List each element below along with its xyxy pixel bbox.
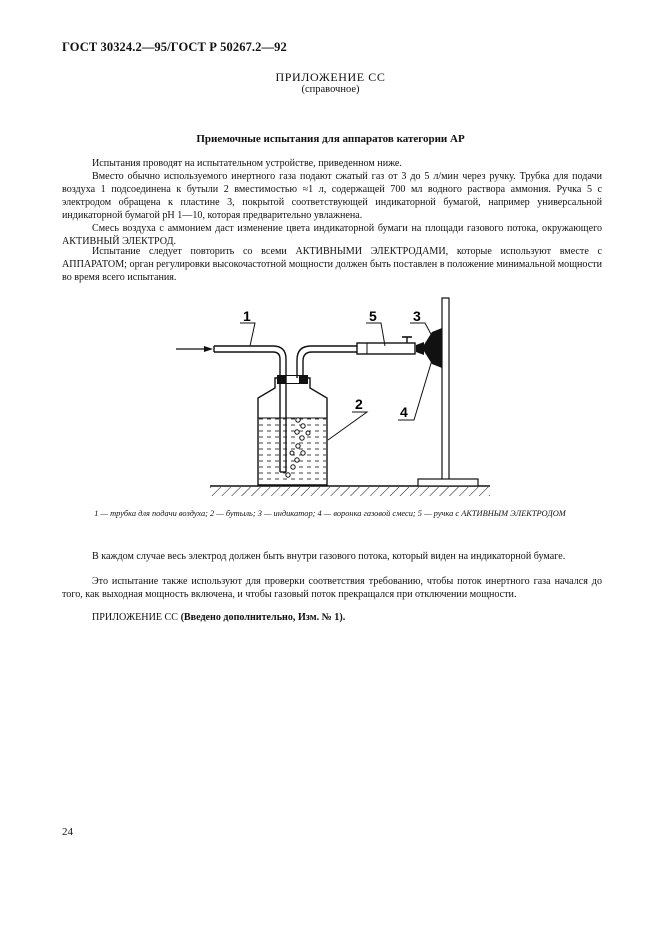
figure-caption: 1 — трубка для подачи воздуха; 2 — бутыль; 3 — индикатор; 4 — воронка газовой смеси; 5 — ручка с АКТИВНЫМ ЭЛЕКТРОДОМ — [94, 509, 566, 518]
paragraph-setup-text: Вместо обычно используемого инертного газа подают сжатый газ от 3 до 5 л/мин через ручку. Трубка для подачи воздуха 1 подсоединена к бутыли 2 вместимостью ≈1 л, содержащей 700 мл водного раствора аммония. Ручка 5 с электродом обращена к пластине 3, покрытой соответствующей индикаторной бумагой, например универсальной индикаторной бумагой рН 1—10, которая предварительно увлажнена. — [62, 171, 602, 222]
appendix-title: ПРИЛОЖЕНИЕ СС — [275, 70, 386, 84]
paragraph-repeat-text: Испытание следует повторить со всеми АКТИВНЫМИ ЭЛЕКТРОДАМИ, которые используют вместе с АППАРАТОМ; орган регулировки высокочастотной мощности должен быть поставлен в положение минимальной мощности во время всего испытания. — [62, 246, 602, 284]
appendix-subtitle: (справочное) — [301, 84, 360, 95]
ground — [210, 486, 490, 496]
paragraph-flow-order — [62, 575, 602, 601]
paragraph-intro — [62, 157, 602, 170]
air-inlet-arrow — [176, 346, 213, 352]
gas-mixture-funnel — [416, 328, 442, 368]
document-header: ГОСТ 30324.2—95/ГОСТ Р 50267.2—92 — [62, 40, 287, 54]
paragraph-repeat — [62, 245, 602, 284]
paragraph-setup — [62, 170, 602, 222]
section-title: Приемочные испытания для аппаратов категории АР — [196, 133, 465, 145]
paragraph-electrode-in-flow — [62, 550, 602, 563]
outlet-tube — [297, 346, 357, 378]
amendment-lead: ПРИЛОЖЕНИЕ СС — [92, 612, 179, 623]
paragraph-amendment-note — [62, 611, 602, 624]
figure-label-1: 1 — [243, 308, 251, 324]
figure-label-4: 4 — [400, 404, 408, 420]
figure-label-2: 2 — [355, 396, 363, 412]
page-number: 24 — [62, 826, 73, 838]
figure-label-3: 3 — [413, 308, 421, 324]
amendment-bold: (Введено дополнительно, Изм. № 1). — [180, 612, 346, 623]
paragraph-flow-order-text: Это испытание также используют для проверки соответствия требованию, чтобы поток инертного газа начался до того, как выходная мощность включена, и чтобы газовый поток прекращался при отключении мощности. — [62, 576, 602, 601]
electrode-handle — [357, 337, 415, 354]
figure-label-5: 5 — [369, 308, 377, 324]
paragraph-electrode-in-flow-text: В каждом случае весь электрод должен быть внутри газового потока, который виден на индикаторной бумаге. — [92, 551, 566, 562]
test-apparatus-figure — [170, 290, 500, 500]
paragraph-intro-text: Испытания проводят на испытательном устройстве, приведенном ниже. — [92, 158, 402, 169]
paragraph-color-change-text: Смесь воздуха с аммонием даст изменение цвета индикаторной бумаги на площади газового потока, окружающего АКТИВНЫЙ ЭЛЕКТРОД. — [62, 223, 602, 248]
